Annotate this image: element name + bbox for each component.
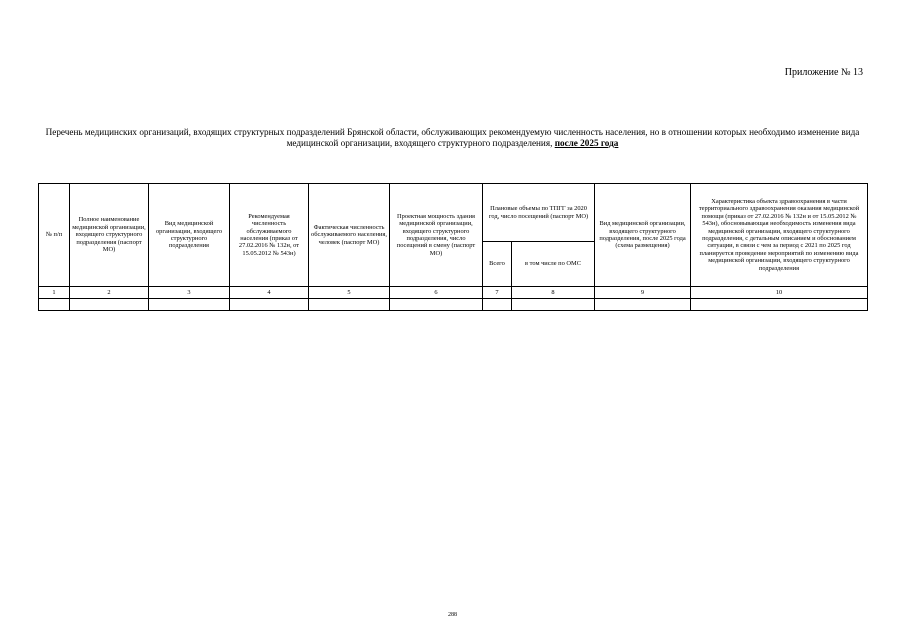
header-characteristics: Характеристика объекта здравоохранения в части территориального здравоохранения оказания медицинской помощи (приказ от 27.02.2016 № 132н и от 15.05.2012 № 543н), обосновывающая необходимость изменения вида медицинской организации, входящего структурного подразделения, с детальным описанием и обоснованием ситуации, в связи с чем за период с 2021 по 2025 год планируется проведение мероприятий по изменению вида медицинской организации, входящего структурного подразделения <box>691 184 868 287</box>
column-number: 10 <box>691 287 868 299</box>
header-org-type: Вид медицинской организации, входящего структурного подразделения <box>149 184 230 287</box>
header-full-name: Полное наименование медицинской организации, входящего структурного подразделения (паспорт МО) <box>70 184 149 287</box>
table-cell <box>230 299 309 311</box>
column-number: 2 <box>70 287 149 299</box>
table-cell <box>149 299 230 311</box>
title-emphasis: после 2025 года <box>554 138 619 148</box>
column-number-row <box>39 287 868 299</box>
header-actual-population: Фактическая численность обслуживаемого населения, человек (паспорт МО) <box>309 184 390 287</box>
table-cell <box>390 299 483 311</box>
page-number: 288 <box>448 612 457 618</box>
table-row <box>39 299 868 311</box>
column-number: 1 <box>39 287 70 299</box>
table-cell <box>70 299 149 311</box>
document-title <box>20 127 885 149</box>
header-row <box>39 184 868 242</box>
table-cell <box>595 299 691 311</box>
header-total: Всего <box>483 242 512 287</box>
organizations-table <box>38 183 868 311</box>
table-cell <box>483 299 512 311</box>
column-number: 6 <box>390 287 483 299</box>
table-cell <box>39 299 70 311</box>
column-number: 7 <box>483 287 512 299</box>
title-text: Перечень медицинских организаций, входящих структурных подразделений Брянской области, обслуживающих рекомендуемую численность населения, но в отношении которых необходимо изменение вида медицинской организации, входящего структурного подразделения, <box>45 127 860 148</box>
header-oms: в том числе по ОМС <box>512 242 595 287</box>
column-number: 8 <box>512 287 595 299</box>
table-cell <box>512 299 595 311</box>
appendix-label: Приложение № 13 <box>784 67 863 78</box>
column-number: 9 <box>595 287 691 299</box>
header-design-capacity: Проектная мощность здания медицинской организации, входящего структурного подразделения, число посещений в смену (паспорт МО) <box>390 184 483 287</box>
table-cell <box>691 299 868 311</box>
header-number: № п/п <box>39 184 70 287</box>
table-cell <box>309 299 390 311</box>
column-number: 5 <box>309 287 390 299</box>
header-type-after-2025: Вид медицинской организации, входящего структурного подразделения, после 2025 года (схема размещения) <box>595 184 691 287</box>
header-recommended-population: Рекомендуемая численность обслуживаемого населения (приказ от 27.02.2016 № 132н, от 15.05.2012 № 543н) <box>230 184 309 287</box>
header-planned-volumes: Плановые объемы по ТПГГ за 2020 год, число посещений (паспорт МО) <box>483 184 595 242</box>
column-number: 3 <box>149 287 230 299</box>
column-number: 4 <box>230 287 309 299</box>
